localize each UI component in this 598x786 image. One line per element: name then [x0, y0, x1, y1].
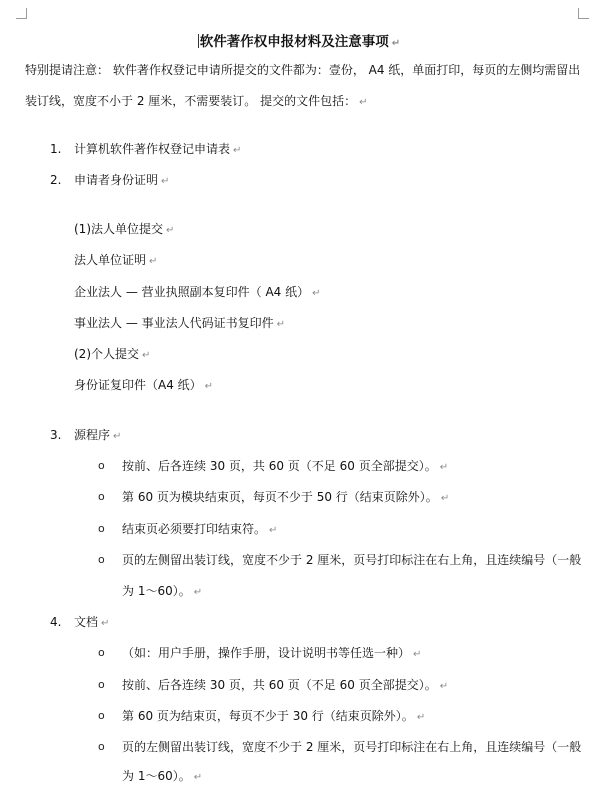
subitem-line[interactable] — [74, 252, 157, 270]
subitem-text: 企业法人 — 营业执照副本复印件（ A4 纸） — [74, 285, 310, 299]
section-label: 文档 — [74, 615, 99, 629]
paragraph-mark-icon: ↵ — [276, 319, 286, 330]
bullet-item-continuation[interactable] — [122, 583, 202, 601]
bullet-item[interactable] — [122, 521, 277, 539]
bullet-text: 第 60 页为模块结束页，每页不少于 50 行（结束页除外）。 — [122, 490, 438, 504]
subitem-text: 身份证复印件（A4 纸） — [74, 378, 202, 392]
intro-text-2: 装订线，宽度不小于 2 厘米，不需要装订。 提交的文件包括： — [25, 94, 357, 108]
paragraph-mark-icon: ↵ — [166, 225, 175, 236]
paragraph-mark-icon: ↵ — [312, 288, 321, 299]
bullet-text: 结束页必须要打印结束符。 — [122, 522, 267, 536]
page-corner-mark-right — [578, 8, 589, 19]
subitem-line[interactable] — [74, 221, 174, 239]
paragraph-mark-icon: ↵ — [359, 97, 368, 108]
subitem-line[interactable] — [74, 315, 285, 333]
bullet-text: 按前、后各连续 30 页，共 60 页（不足 60 页全部提交）。 — [122, 459, 437, 473]
bullet-item[interactable] — [122, 677, 448, 695]
bullet-icon: o — [98, 459, 105, 472]
paragraph-mark-icon: ↵ — [416, 712, 426, 723]
bullet-item[interactable] — [122, 708, 425, 726]
section-label: 源程序 — [74, 428, 111, 442]
bullet-text: 第 60 页为结束页，每页不少于 30 行（结束页除外）。 — [122, 709, 414, 723]
bullet-item[interactable] — [122, 489, 449, 507]
bullet-item[interactable] — [122, 552, 581, 568]
bullet-icon: o — [98, 490, 105, 503]
subitem-text: (2)个人提交 — [74, 347, 139, 361]
list-item-application-form[interactable] — [74, 141, 241, 159]
bullet-item[interactable] — [122, 645, 421, 663]
page-corner-mark-left — [16, 8, 27, 19]
bullet-icon: o — [98, 740, 105, 753]
paragraph-mark-icon: ↵ — [439, 681, 449, 692]
bullet-text: 页的左侧留出装订线，宽度不少于 2 厘米，页号打印标注在右上角，且连续编号（一般 — [122, 740, 582, 754]
paragraph-mark-icon: ↵ — [440, 493, 450, 504]
bullet-text: 按前、后各连续 30 页，共 60 页（不足 60 页全部提交）。 — [122, 678, 437, 692]
paragraph-mark-icon: ↵ — [193, 772, 203, 783]
paragraph-mark-icon: ↵ — [233, 145, 242, 156]
intro-text-1: 特别提请注意： 软件著作权登记申请所提交的文件都为：壹份， A4 纸，单面打印，每页的左侧均需留出 — [25, 63, 581, 77]
subitem-text: 法人单位证明 — [74, 253, 147, 267]
section-source-code-heading[interactable] — [74, 427, 121, 445]
paragraph-mark-icon: ↵ — [149, 256, 158, 267]
subitem-text: (1)法人单位提交 — [74, 222, 163, 236]
paragraph-mark-icon: ↵ — [142, 350, 151, 361]
list-item-text: 计算机软件著作权登记申请表 — [74, 142, 231, 156]
bullet-text: 页的左侧留出装订线，宽度不少于 2 厘米，页号打印标注在右上角，且连续编号（一般 — [122, 553, 582, 567]
document-title[interactable] — [0, 33, 598, 53]
list-number: 3. — [50, 428, 62, 442]
title-text: 软件著作权申报材料及注意事项 — [199, 34, 389, 50]
list-number: 1. — [50, 142, 62, 156]
bullet-item[interactable] — [122, 739, 581, 755]
subitem-line[interactable] — [74, 377, 213, 395]
bullet-icon: o — [98, 553, 105, 566]
bullet-text: （如：用户手册，操作手册，设计说明书等任选一种） — [122, 646, 411, 660]
paragraph-mark-icon: ↵ — [204, 381, 214, 392]
list-item-text: 申请者身份证明 — [74, 173, 159, 187]
section-documentation-heading[interactable] — [74, 614, 109, 632]
bullet-item-continuation[interactable] — [122, 768, 202, 786]
paragraph-mark-icon: ↵ — [391, 38, 401, 49]
paragraph-mark-icon: ↵ — [439, 462, 449, 473]
bullet-icon: o — [98, 522, 105, 535]
subitem-text: 事业法人 — 事业法人代码证书复印件 — [74, 316, 274, 330]
paragraph-mark-icon: ↵ — [113, 431, 122, 442]
bullet-icon: o — [98, 646, 105, 659]
list-number: 4. — [50, 615, 62, 629]
bullet-icon: o — [98, 709, 105, 722]
subitem-line[interactable] — [74, 346, 150, 364]
bullet-item[interactable] — [122, 458, 448, 476]
text-cursor — [198, 34, 199, 48]
paragraph-mark-icon: ↵ — [101, 618, 110, 629]
intro-line-2[interactable] — [25, 93, 367, 111]
subitem-line[interactable] — [74, 284, 321, 302]
bullet-text: 为 1～60）。 — [122, 584, 191, 598]
paragraph-mark-icon: ↵ — [193, 587, 203, 598]
list-item-identity-proof[interactable] — [74, 172, 169, 190]
list-number: 2. — [50, 173, 62, 187]
paragraph-mark-icon: ↵ — [161, 176, 170, 187]
paragraph-mark-icon: ↵ — [413, 649, 422, 660]
bullet-icon: o — [98, 678, 105, 691]
bullet-text: 为 1～60）。 — [122, 769, 191, 783]
intro-line-1[interactable] — [25, 62, 580, 78]
paragraph-mark-icon: ↵ — [269, 525, 278, 536]
